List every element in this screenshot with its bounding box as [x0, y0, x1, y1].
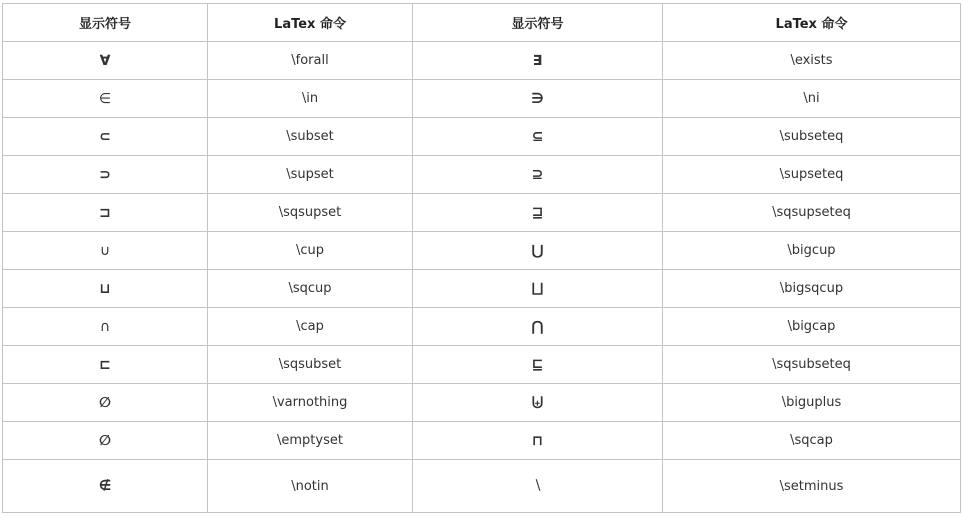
table-header-row — [3, 4, 961, 42]
table-row — [3, 42, 961, 80]
symbol-cell: ⨄ — [413, 384, 663, 422]
symbol-cell: ⊏ — [3, 346, 208, 384]
symbol-cell: ⨆ — [413, 270, 663, 308]
command-cell: \sqsupset — [208, 194, 413, 232]
symbol-cell: ∪ — [3, 232, 208, 270]
symbol-cell: ⊓ — [413, 422, 663, 460]
symbol-cell: ⊂ — [3, 118, 208, 156]
symbol-cell: ∩ — [3, 308, 208, 346]
table-row — [3, 194, 961, 232]
latex-symbol-table — [2, 3, 961, 513]
command-cell: \ni — [663, 80, 961, 118]
symbol-cell: ⋃ — [413, 232, 663, 270]
command-cell: \sqsupseteq — [663, 194, 961, 232]
symbol-cell: ⋂ — [413, 308, 663, 346]
command-cell: \bigsqcup — [663, 270, 961, 308]
command-cell: \setminus — [663, 460, 961, 513]
symbol-cell: ∖ — [413, 460, 663, 513]
symbol-cell: ∅ — [3, 422, 208, 460]
command-cell: \bigcap — [663, 308, 961, 346]
command-cell: \supset — [208, 156, 413, 194]
symbol-cell: ∀ — [3, 42, 208, 80]
command-cell: \notin — [208, 460, 413, 513]
command-cell: \biguplus — [663, 384, 961, 422]
command-cell: \supseteq — [663, 156, 961, 194]
table-row — [3, 156, 961, 194]
table-row — [3, 232, 961, 270]
table-row — [3, 384, 961, 422]
command-cell: \sqsubset — [208, 346, 413, 384]
table-row — [3, 460, 961, 513]
command-cell: \subset — [208, 118, 413, 156]
symbol-cell: ∈ — [3, 80, 208, 118]
command-cell: \forall — [208, 42, 413, 80]
command-cell: \sqcap — [663, 422, 961, 460]
command-cell: \in — [208, 80, 413, 118]
table-row — [3, 346, 961, 384]
symbol-cell: ⊆ — [413, 118, 663, 156]
symbol-cell: ⊔ — [3, 270, 208, 308]
header-latex-command-2: LaTex 命令 — [663, 4, 961, 42]
header-display-symbol-2: 显示符号 — [413, 4, 663, 42]
symbol-cell: ∅ — [3, 384, 208, 422]
command-cell: \cup — [208, 232, 413, 270]
header-latex-command-1: LaTex 命令 — [208, 4, 413, 42]
command-cell: \sqsubseteq — [663, 346, 961, 384]
table-row — [3, 80, 961, 118]
command-cell: \emptyset — [208, 422, 413, 460]
symbol-cell: ⊃ — [3, 156, 208, 194]
command-cell: \exists — [663, 42, 961, 80]
command-cell: \sqcup — [208, 270, 413, 308]
symbol-cell: ⊑ — [413, 346, 663, 384]
table-row — [3, 270, 961, 308]
table-row — [3, 308, 961, 346]
symbol-cell: ⊇ — [413, 156, 663, 194]
header-display-symbol-1: 显示符号 — [3, 4, 208, 42]
table-row — [3, 118, 961, 156]
symbol-cell: ∉ — [3, 460, 208, 513]
symbol-cell: ⊐ — [3, 194, 208, 232]
command-cell: \subseteq — [663, 118, 961, 156]
symbol-cell: ∃ — [413, 42, 663, 80]
symbol-cell: ∋ — [413, 80, 663, 118]
command-cell: \cap — [208, 308, 413, 346]
symbol-cell: ⊒ — [413, 194, 663, 232]
table-row — [3, 422, 961, 460]
command-cell: \bigcup — [663, 232, 961, 270]
command-cell: \varnothing — [208, 384, 413, 422]
